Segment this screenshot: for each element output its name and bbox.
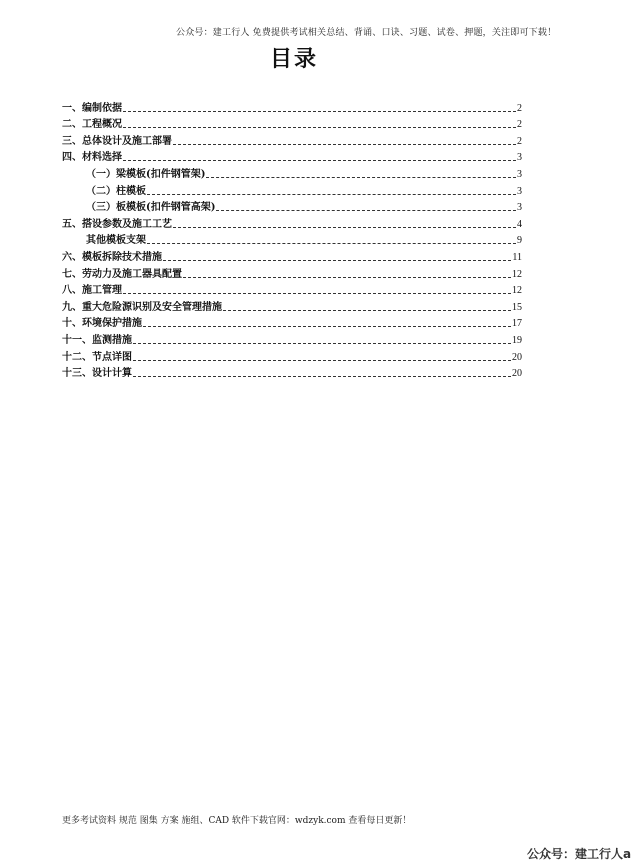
toc-entry-7[interactable] (62, 198, 522, 215)
toc-entry-label: 十三、设计计算 (62, 368, 132, 380)
toc-entry-label: 五、搭设参数及施工工艺 (62, 218, 172, 230)
toc-entry-page: 3 (517, 152, 522, 164)
toc-entry-15[interactable] (62, 330, 522, 347)
toc-entry-label: 六、模板拆除技术措施 (62, 251, 162, 263)
toc-entry-label: 二、工程概况 (62, 119, 122, 131)
toc-entry-2[interactable] (62, 115, 522, 132)
toc-leader (133, 343, 511, 344)
toc-entry-3[interactable] (62, 131, 522, 148)
toc-entry-page: 4 (517, 218, 522, 230)
toc-entry-page: 15 (512, 301, 522, 313)
toc-entry-label: 四、材料选择 (62, 152, 122, 164)
toc-entry-label: （二）柱模板 (86, 185, 146, 197)
header-note: 公众号：建工行人 免费提供考试相关总结、背诵、口诀、习题、试卷、押题，关注即可下载！ (176, 28, 557, 38)
toc-leader (173, 227, 516, 228)
toc-leader (123, 111, 516, 112)
toc-entry-4[interactable] (62, 148, 522, 165)
toc-entry-5[interactable] (62, 164, 522, 181)
toc-entry-11[interactable] (62, 264, 522, 281)
toc-entry-page: 3 (517, 185, 522, 197)
toc-entry-label: 十二、节点详图 (62, 351, 132, 363)
toc-entry-label: （一）梁模板(扣件钢管架) (86, 168, 206, 180)
toc-entry-12[interactable] (62, 281, 522, 298)
toc-leader (163, 260, 511, 261)
toc-entry-14[interactable] (62, 314, 522, 331)
toc-leader (133, 360, 511, 361)
toc-entry-16[interactable] (62, 347, 522, 364)
toc-leader (123, 293, 511, 294)
toc-entry-1[interactable] (62, 98, 522, 115)
toc-entry-page: 20 (512, 351, 522, 363)
toc-leader (133, 376, 511, 377)
toc-entry-label: 十一、监测措施 (62, 334, 132, 346)
toc-leader (123, 127, 516, 128)
table-of-contents (62, 98, 522, 380)
toc-leader (206, 177, 516, 178)
toc-entry-label: 其他模板支架 (86, 235, 146, 247)
toc-entry-page: 2 (517, 102, 522, 114)
toc-entry-label: 八、施工管理 (62, 285, 122, 297)
toc-entry-page: 12 (512, 268, 522, 280)
toc-leader (143, 326, 511, 327)
toc-entry-page: 11 (512, 251, 522, 263)
toc-entry-page: 3 (517, 168, 522, 180)
footer-note: 更多考试资料 规范 图集 方案 施组、CAD 软件下载官网：wdzyk.com 查看每日更新！ (62, 816, 412, 826)
page-title: 目录 (269, 46, 318, 72)
toc-entry-page: 2 (517, 119, 522, 131)
toc-entry-page: 20 (512, 368, 522, 380)
toc-entry-9[interactable] (62, 231, 522, 248)
toc-entry-page: 9 (517, 235, 522, 247)
toc-entry-6[interactable] (62, 181, 522, 198)
toc-leader (147, 243, 516, 244)
toc-leader (216, 210, 516, 211)
toc-entry-label: 七、劳动力及施工器具配置 (62, 268, 182, 280)
toc-entry-13[interactable] (62, 297, 522, 314)
toc-entry-page: 19 (512, 334, 522, 346)
toc-entry-label: 一、编制依据 (62, 102, 122, 114)
toc-entry-label: 十、环境保护措施 (62, 318, 142, 330)
toc-entry-label: 九、重大危险源识别及安全管理措施 (62, 301, 222, 313)
toc-leader (123, 160, 516, 161)
toc-entry-10[interactable] (62, 247, 522, 264)
toc-leader (183, 277, 511, 278)
toc-leader (223, 310, 511, 311)
toc-entry-page: 12 (512, 285, 522, 297)
toc-entry-label: （三）板模板(扣件钢管高架) (86, 202, 216, 214)
toc-entry-page: 3 (517, 202, 522, 214)
toc-entry-17[interactable] (62, 364, 522, 381)
toc-leader (147, 194, 516, 195)
toc-leader (173, 144, 516, 145)
toc-entry-page: 2 (517, 135, 522, 147)
toc-entry-8[interactable] (62, 214, 522, 231)
watermark-text: 公众号：建工行人a (527, 847, 632, 861)
toc-entry-page: 17 (512, 318, 522, 330)
toc-entry-label: 三、总体设计及施工部署 (62, 135, 172, 147)
